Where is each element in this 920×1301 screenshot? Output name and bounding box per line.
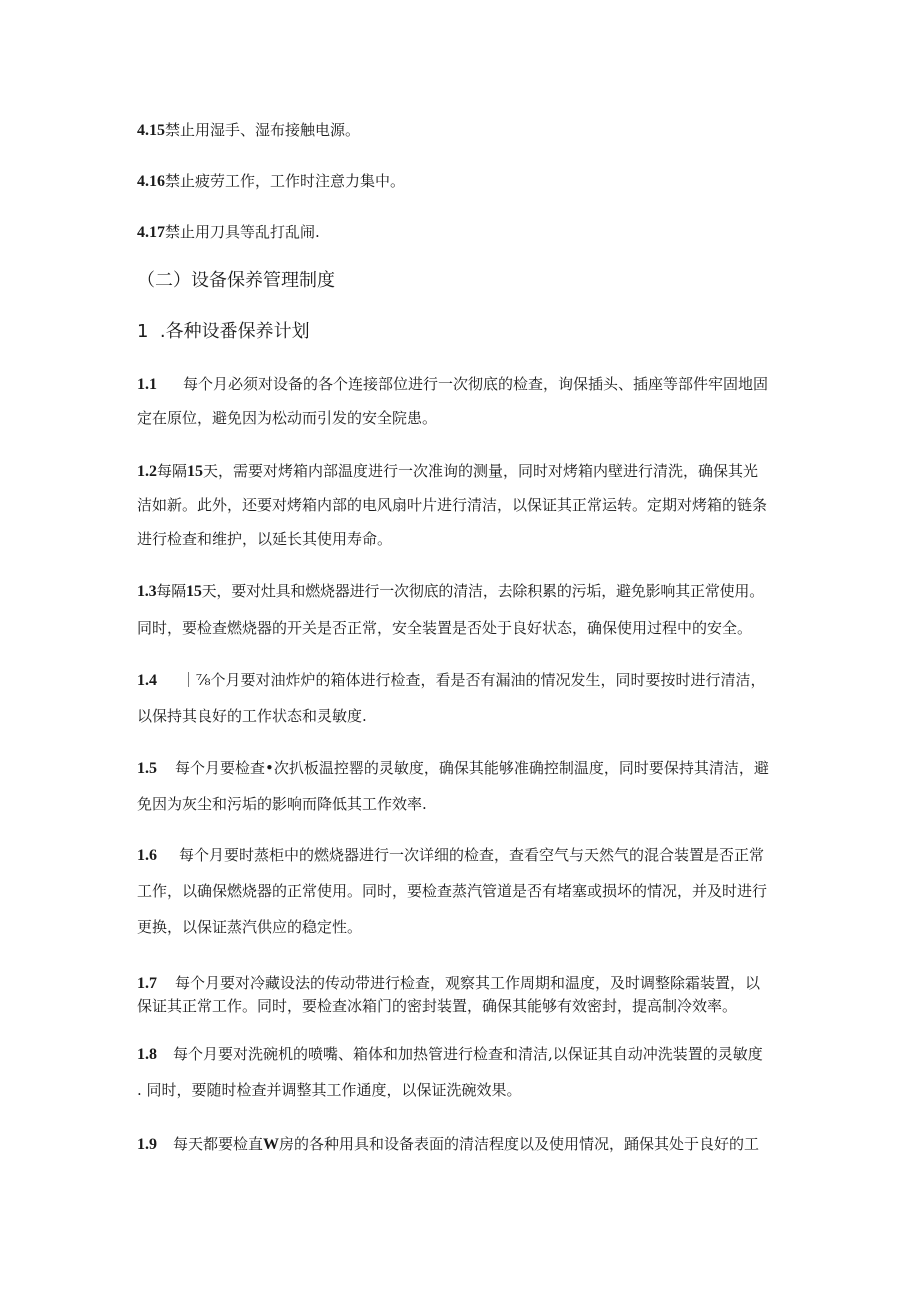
paragraph-1-9-line-1 [137,1134,759,1155]
paragraph-1-1-line-2: 定在原位，避免因为松动而引发的安全院患。 [137,409,438,427]
item-number: 1.8 [137,1046,157,1063]
item-text: 每个月要时蒸柜中的燃烧器进行一次详细的检查，查看空气与天然气的混合装置是否正常 [179,846,765,864]
paragraph-1-8-line-2: . 同时，要随时检查并调整其工作通度，以保证洗碗效果。 [137,1081,522,1099]
item-4-17 [137,222,320,243]
item-text: 禁止用刀具等乱打乱闹. [165,223,320,241]
item-text-prefix: 每隔 [156,582,187,600]
item-days: 15 [187,463,204,480]
paragraph-1-6-line-2: 工作，以确保燃烧器的正常使用。同时，要检查蒸汽管道是否有堵塞或损坏的情况，并及时进行 [137,882,768,900]
item-text: 每个月要对冷藏设法的传动带进行检查，观察其工作周期和温度，及时调整除霜装置，以 [175,974,761,992]
item-days: 15 [186,583,202,600]
paragraph-1-5-line-2: 免因为灰尘和污垢的影响而降低其工作效率. [137,795,427,813]
paragraph-1-7-line-2: 保证其正常工作。同时，要检查冰箱门的密封装置，确保其能够有效密封，提高制冷效率。 [137,997,738,1015]
item-text: ｜⅞个月要对油炸炉的箱体进行检查，看是否有漏油的情况发生，同时要按时进行清洁， [181,671,766,689]
item-text: 天，需要对烤箱内部温度进行一次准询的测量，同时对烤箱内壁进行清洗，确保其光 [203,462,759,480]
paragraph-1-6-line-3: 更换，以保证蒸汽供应的稳定性。 [137,918,363,936]
item-number: 1.1 [137,376,157,393]
paragraph-1-8-line-1 [137,1044,763,1065]
item-text-prefix: 每天都要检直 [173,1135,264,1153]
item-text: 禁止疲劳工作，工作时注意力集中。 [165,172,406,190]
item-text: 禁止用湿手、湿布接触电源。 [165,121,361,139]
paragraph-1-2-line-2: 洁如新。此外，还要对烤箱内部的电风扇叶片进行清洁，以保证其正常运转。定期对烤箱的链条 [137,496,768,514]
item-number: 4.17 [137,224,165,241]
subsection-heading [137,320,310,344]
item-4-16 [137,171,405,192]
paragraph-1-7-line-1 [137,973,760,994]
subsection-title: .各种设番保养计划 [148,321,310,342]
item-number: 1.2 [137,463,157,480]
item-number: 1.9 [137,1136,157,1153]
paragraph-1-1-line-1 [137,374,768,395]
item-letter: W [263,1136,280,1153]
item-number: 1.6 [137,847,157,864]
section-heading: （二）设备保养管理制度 [137,270,335,291]
paragraph-1-3-line-1 [137,581,764,602]
paragraph-1-4-line-1 [137,670,766,691]
item-text: 每个月要对洗碗机的喷嘴、箱体和加热管进行检查和清洁,以保证其自动冲洗装置的灵敏度 [173,1045,763,1063]
item-4-15 [137,120,360,141]
item-number: 4.16 [137,173,165,190]
item-text-prefix: 每隔 [157,462,188,480]
paragraph-1-2-line-1 [137,461,758,482]
subsection-number: 1 [137,321,149,342]
item-number: 4.15 [137,122,165,139]
paragraph-1-4-line-2: 以保持其良好的工作状态和灵敏度. [137,707,367,725]
paragraph-1-6-line-1 [137,845,764,866]
item-number: 1.4 [137,672,157,689]
item-text: 每个月要检查•次扒板温控罂的灵敏度，确保其能够准确控制温度，同时要保持其清洁，避 [175,759,769,777]
item-number: 1.5 [137,760,157,777]
item-text: 天，要对灶具和燃烧器进行一次彻底的清洁，去除积累的污垢，避免影响其正常使用。 [201,582,765,600]
item-number: 1.7 [137,975,157,992]
paragraph-1-2-line-3: 进行检查和维护，以延长其使用寿命。 [137,530,393,548]
paragraph-1-3-line-2: 同时，要检查燃烧器的开关是否正常，安全装置是否处于良好状态，确保使用过程中的安全。 [137,619,753,637]
paragraph-1-5-line-1 [137,758,769,779]
item-text: 房的各种用具和设备表面的清洁程度以及使用情况，踊保其处于良好的工 [279,1135,760,1153]
item-text: 每个月必须对设备的各个连接部位进行一次彻底的检查，询保插头、插座等部件牢固地固 [183,375,769,393]
item-number: 1.3 [137,583,157,600]
